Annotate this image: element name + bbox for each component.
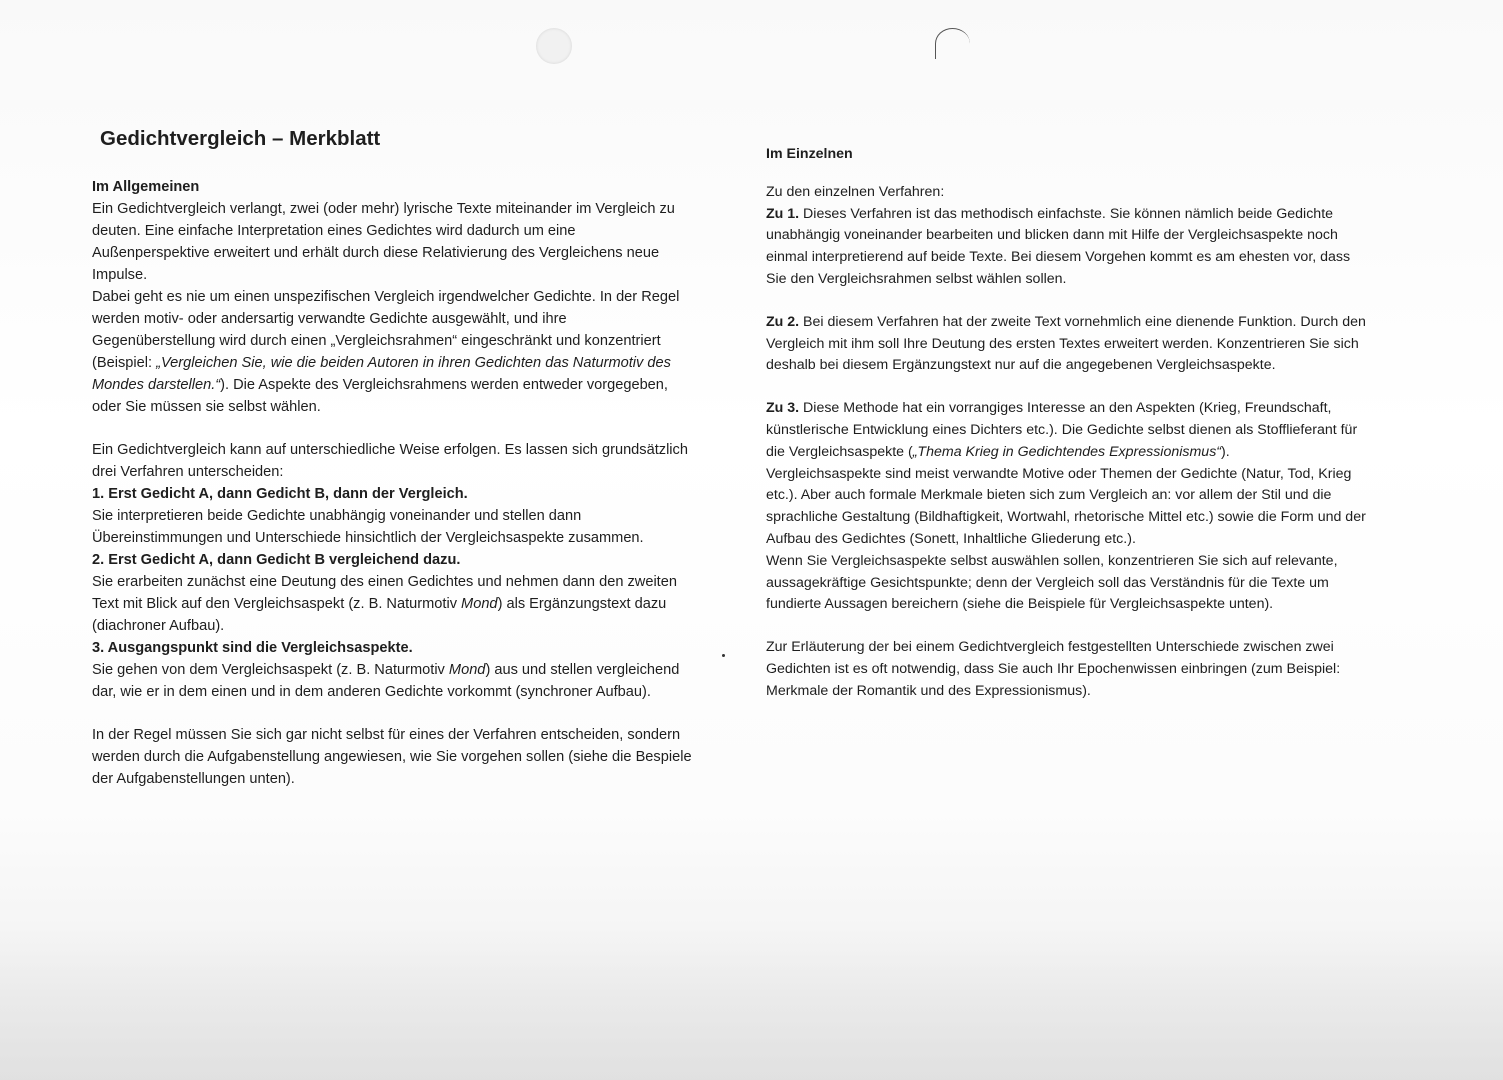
procedure-2-section bbox=[766, 312, 1366, 377]
method-2-title: 2. Erst Gedicht A, dann Gedicht B vergleichend dazu. bbox=[92, 552, 461, 568]
procedures-intro: Zu den einzelnen Verfahren: bbox=[766, 183, 945, 200]
methods-section bbox=[92, 439, 692, 703]
aspects-paragraph: Vergleichsaspekte sind meist verwandte Motive oder Themen der Gedichte (Natur, Tod, Krieg etc.). Aber auch formale Merkmale bieten sich zum Vergleich an: vor allem der Stil und die sprachliche Gestaltung (Bildhaftigkeit, Wortwahl, rhetorische Mittel etc.) sowie die Form und der Aufbau des Gedichtes (Sonett, Inhaltliche Gliederung etc.). bbox=[766, 465, 1366, 547]
epoch-section bbox=[766, 637, 1366, 702]
details-heading-block bbox=[766, 144, 1366, 166]
zu2-body: Bei diesem Verfahren hat der zweite Text vornehmlich eine dienende Funktion. Durch den Vergleich mit ihm soll Ihre Deutung des ersten Textes erweitert werden. Konzentrieren Sie sich deshalb bei diesem Ergänzungstext nur auf die angegebenen Vergleichsaspekte. bbox=[766, 313, 1366, 374]
left-column bbox=[92, 122, 692, 811]
zu3-example: „Thema Krieg in Gedichtendes Expressionismus“ bbox=[912, 443, 1222, 460]
method-2-text bbox=[92, 571, 692, 637]
right-column bbox=[766, 144, 1366, 724]
zu2-label: Zu 2. bbox=[766, 313, 800, 330]
zu3-body-b: ). bbox=[1221, 443, 1230, 460]
methods-intro: Ein Gedichtvergleich kann auf unterschiedliche Weise erfolgen. Es lassen sich grundsätzlich drei Verfahren unterscheiden: bbox=[92, 442, 688, 480]
method-3-text bbox=[92, 659, 692, 703]
page-title: Gedichtvergleich – Merkblatt bbox=[100, 127, 381, 150]
method-3-text-a: Sie gehen von dem Vergleichsaspekt (z. B. Naturmotiv bbox=[92, 662, 449, 678]
procedure-1-section bbox=[766, 182, 1366, 291]
procedure-3-text bbox=[766, 398, 1366, 463]
punch-hole-right bbox=[935, 28, 970, 59]
stray-dot bbox=[722, 654, 725, 657]
zu1-label: Zu 1. bbox=[766, 205, 800, 222]
method-2-text-b: ) als Ergänzungstext dazu (diachroner Aufbau). bbox=[92, 596, 667, 634]
procedure-2-text bbox=[766, 312, 1366, 377]
general-p2-text: Dabei geht es nie um einen unspezifischen Vergleich irgendwelcher Gedichte. In der Regel werden motiv- oder andersartig verwandte Gedichte ausgewählt, und ihre Gegenüberstellung wird durch einen „Vergleichsrahmen“ eingeschränkt und konzentriert (Beispiel: bbox=[92, 289, 680, 371]
method-1-title: 1. Erst Gedicht A, dann Gedicht B, dann der Vergleich. bbox=[92, 486, 468, 502]
method-2-text-a: Sie erarbeiten zunächst eine Deutung des einen Gedichtes und nehmen dann den zweiten Text mit Blick auf den Vergleichsaspekt (z. B. Naturmotiv bbox=[92, 574, 677, 612]
closing-section bbox=[92, 724, 692, 790]
general-p2-example: „Vergleichen Sie, wie die beiden Autoren in ihren Gedichten das Naturmotiv des Mondes darstellen.“ bbox=[92, 355, 671, 393]
method-3-text-b: ) aus und stellen vergleichend dar, wie er in dem einen und in dem anderen Gedichte vorkommt (synchroner Aufbau). bbox=[92, 662, 680, 700]
method-1-text: Sie interpretieren beide Gedichte unabhängig voneinander und stellen dann Übereinstimmungen und Unterschiede hinsichtlich der Vergleichsaspekte zusammen. bbox=[92, 508, 644, 546]
general-section bbox=[92, 176, 692, 418]
procedure-3-section bbox=[766, 398, 1366, 616]
zu3-body-a: Diese Methode hat ein vorrangiges Interesse an den Aspekten (Krieg, Freundschaft, künstlerische Entwicklung eines Dichters etc.). Die Gedichte selbst dienen als Stofflieferant für die Vergleichsaspekte ( bbox=[766, 400, 1358, 460]
method-3-mond: Mond bbox=[448, 662, 486, 678]
select-aspects-paragraph: Wenn Sie Vergleichsaspekte selbst auswählen sollen, konzentrieren Sie sich auf relevante, aussagekräftige Gesichtspunkte; denn der Vergleich soll das Verständnis für die Texte um fundierte Aussagen bereichern (siehe die Beispiele für Vergleichsaspekte unten). bbox=[766, 552, 1338, 613]
heading-details: Im Einzelnen bbox=[766, 146, 853, 162]
paper-shadow bbox=[0, 930, 1503, 1080]
closing-paragraph: In der Regel müssen Sie sich gar nicht selbst für eines der Verfahren entscheiden, sondern werden durch die Aufgabenstellung angewiesen, wie Sie vorgehen sollen (siehe die Bespiele der Aufgabenstellungen unten). bbox=[92, 727, 692, 787]
method-2-mond: Mond bbox=[461, 596, 498, 612]
general-paragraph-1: Ein Gedichtvergleich verlangt, zwei (oder mehr) lyrische Texte miteinander im Vergleich zu deuten. Eine einfache Interpretation eines Gedichtes wird dadurch um eine Außenperspektive erweitert und erhält durch diese Relativierung des Vergleichens neue Impulse. bbox=[92, 201, 675, 283]
punch-hole-left bbox=[536, 28, 572, 64]
zu3-label: Zu 3. bbox=[766, 400, 800, 417]
procedure-1-text bbox=[766, 204, 1366, 291]
general-p2-tail: ). Die Aspekte des Vergleichsrahmens werden entweder vorgegeben, oder Sie müssen sie selbst wählen. bbox=[92, 377, 668, 415]
general-paragraph-2 bbox=[92, 286, 692, 418]
zu1-body: Dieses Verfahren ist das methodisch einfachste. Sie können nämlich beide Gedichte unabhängig voneinander bearbeiten und blicken dann mit Hilfe der Vergleichsaspekte noch einmal interpretierend auf beide Texte. Bei diesem Vorgehen kommt es am ehesten vor, dass Sie den Vergleichsrahmen selbst wählen sollen. bbox=[766, 205, 1351, 287]
epoch-paragraph: Zur Erläuterung der bei einem Gedichtvergleich festgestellten Unterschiede zwischen zwei Gedichten ist es oft notwendig, dass Sie auch Ihr Epochenwissen einbringen (zum Beispiel: Merkmale der Romantik und des Expressionismus). bbox=[766, 639, 1341, 699]
method-3-title: 3. Ausgangspunkt sind die Vergleichsaspekte. bbox=[92, 640, 413, 656]
heading-general: Im Allgemeinen bbox=[92, 179, 200, 195]
